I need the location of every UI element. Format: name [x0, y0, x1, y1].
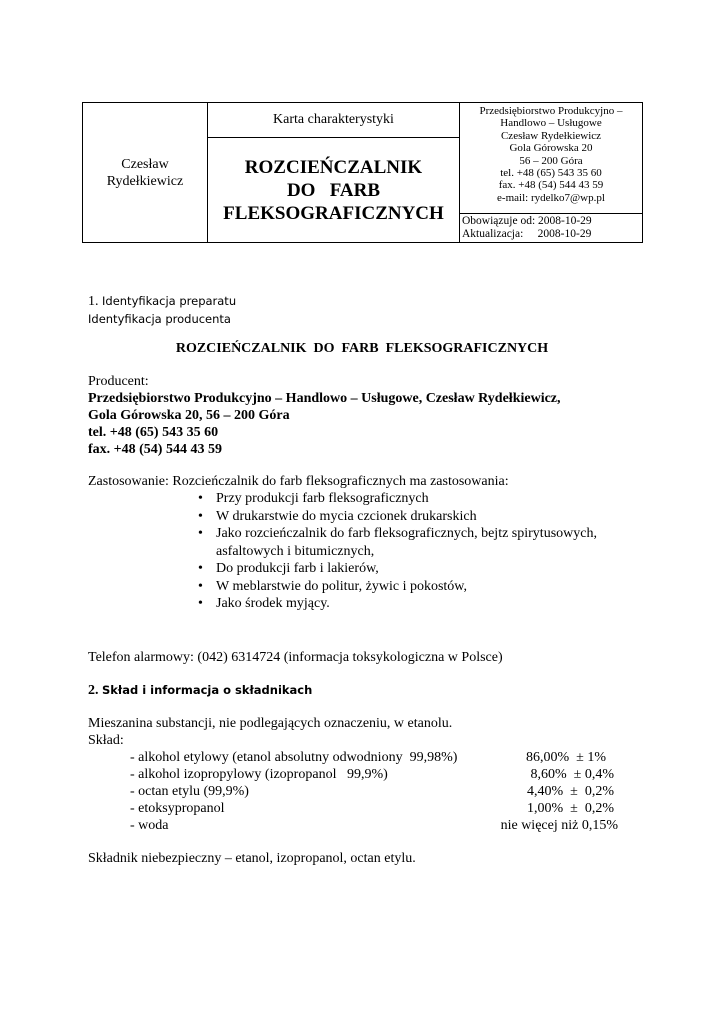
company-info-cell [460, 103, 642, 214]
header-person-cell [83, 103, 208, 242]
component-value: 86,00% ± 1% [525, 750, 606, 765]
component-name: - woda [130, 818, 169, 833]
company-email: e-mail: rydelko7@wp.pl [497, 191, 605, 204]
person-first-name: Czesław [121, 156, 169, 172]
company-line: fax. +48 (54) 544 43 59 [498, 179, 604, 192]
producer-line: Gola Górowska 20, 56 – 200 Góra [88, 408, 290, 423]
company-line: 56 – 200 Góra [519, 154, 583, 167]
component-value: 4,40% ± 0,2% [526, 784, 614, 799]
composition-label: Skład: [88, 733, 124, 748]
table-row [130, 818, 620, 836]
doc-type-cell [208, 103, 460, 138]
doc-type: Karta charakterystyki [273, 112, 394, 127]
section2-number: 2. [88, 683, 99, 698]
section1-number: 1. [88, 294, 99, 309]
table-row [130, 801, 620, 819]
mixture-intro: Mieszanina substancji, nie podlegających oznaczeniu, w etanolu. [88, 716, 453, 731]
list-item: • Jako środek myjący. [196, 595, 597, 613]
product-name-cell [208, 138, 460, 242]
updated-date: Aktualizacja: 2008-10-29 [462, 228, 592, 240]
company-line: Przedsiębiorstwo Produkcyjno – [479, 105, 623, 117]
list-item: • Do produkcji farb i lakierów, [196, 560, 597, 578]
table-row [130, 750, 620, 768]
list-item: • Przy produkcji farb fleksograficznych [196, 490, 597, 508]
header-table [82, 102, 643, 243]
product-name-line1: ROZCIEŃCZALNIK [244, 156, 423, 178]
company-line: Gola Górowska 20 [509, 142, 593, 155]
dates-cell [460, 215, 644, 242]
valid-from: Obowiązuje od: 2008-10-29 [462, 215, 592, 227]
section1-title: Identyfikacja preparatu [102, 294, 237, 308]
producer-line: Przedsiębiorstwo Produkcyjno – Handlowo – Usługowe, Czesław Rydełkiewicz, [88, 391, 561, 406]
company-line: Handlowo – Usługowe [500, 117, 602, 130]
component-name: - etoksypropanol [130, 801, 225, 816]
list-item: • W meblarstwie do politur, żywic i pokostów, [196, 578, 597, 596]
section2-heading [88, 683, 312, 699]
hazardous-components: Składnik niebezpieczny – etanol, izopropanol, octan etylu. [88, 851, 416, 866]
list-item-continuation: asfaltowych i bitumicznych, [216, 543, 375, 559]
table-row [130, 784, 620, 802]
producer-line: tel. +48 (65) 543 35 60 [88, 425, 219, 440]
producer-line: fax. +48 (54) 544 43 59 [88, 442, 222, 457]
table-row [130, 767, 620, 785]
person-last-name: Rydełkiewicz [106, 173, 184, 189]
product-name-line3: FLEKSOGRAFICZNYCH [223, 202, 444, 224]
section2-title: Skład i informacja o składnikach [102, 683, 313, 697]
component-name: - alkohol etylowy (etanol absolutny odwodniony 99,98%) [130, 750, 458, 765]
component-name: - octan etylu (99,9%) [130, 784, 249, 799]
section1-subtitle: Identyfikacja producenta [88, 312, 231, 326]
usage-intro: Zastosowanie: Rozcieńczalnik do farb fleksograficznych ma zastosowania: [88, 474, 509, 489]
component-name: - alkohol izopropylowy (izopropanol 99,9%) [130, 767, 388, 782]
emergency-phone: Telefon alarmowy: (042) 6314724 (informacja toksykologiczna w Polsce) [88, 650, 503, 665]
list-item: • W drukarstwie do mycia czcionek drukarskich [196, 508, 597, 526]
product-name-line2: DO FARB [286, 179, 381, 201]
company-line: Czesław Rydełkiewicz [500, 129, 602, 142]
producer-label: Producent: [88, 374, 149, 389]
usage-list [196, 490, 597, 613]
component-value: 8,60% ± 0,4% [530, 767, 614, 782]
section1-heading [88, 294, 236, 310]
company-line: tel. +48 (65) 543 35 60 [500, 167, 602, 180]
product-title: ROZCIEŃCZALNIK DO FARB FLEKSOGRAFICZNYCH [175, 341, 549, 356]
list-item: • Jako rozcieńczalnik do farb fleksograficznych, bejtz spirytusowych, asfaltowych i bitumicznych, [196, 525, 597, 560]
component-value: 1,00% ± 0,2% [526, 801, 614, 816]
component-value: nie więcej niż 0,15% [500, 818, 618, 833]
